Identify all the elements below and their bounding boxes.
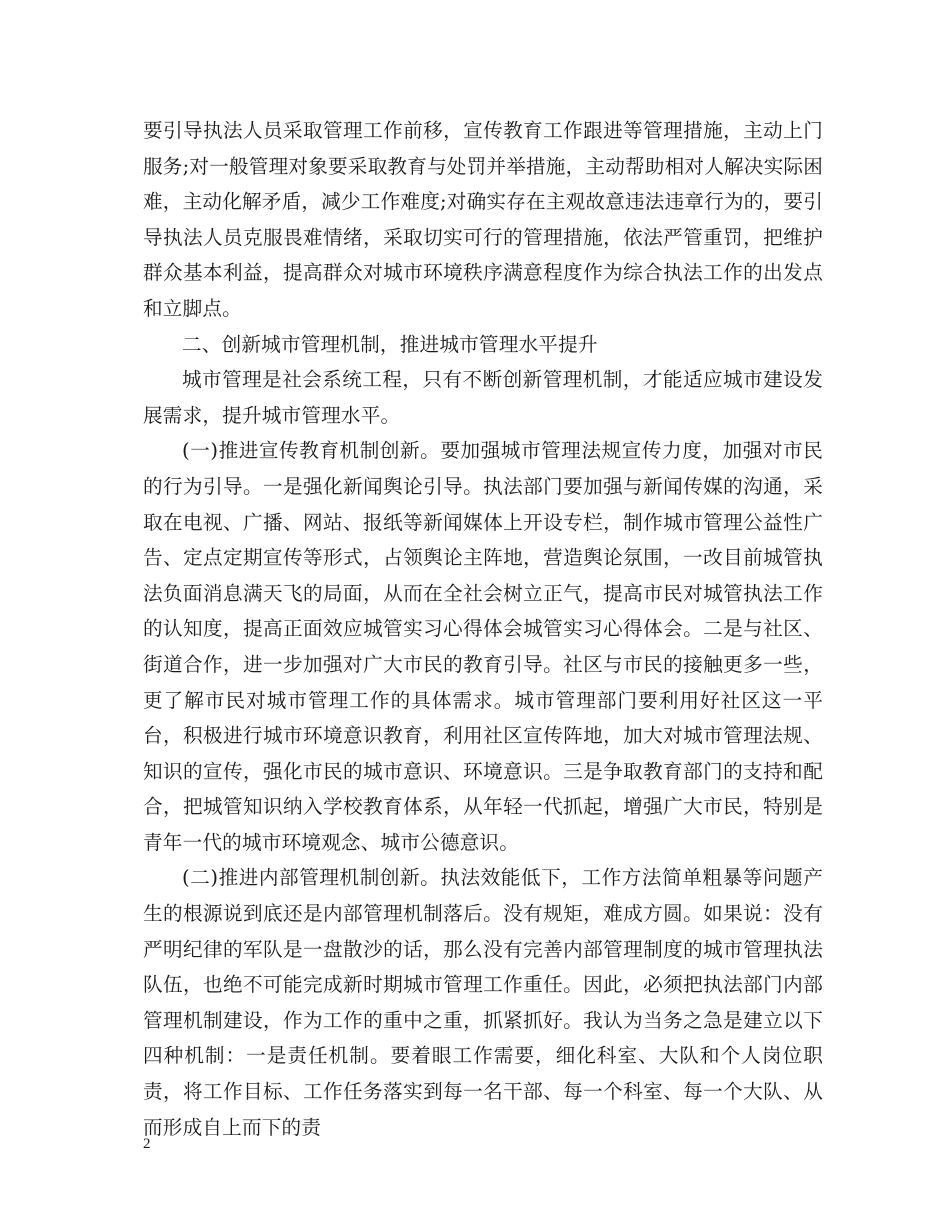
paragraph-internal-management: (二)推进内部管理机制创新。执法效能低下，工作方法简单粗暴等问题产生的根源说到底还是内部管理机制落后。没有规矩，难成方圆。如果说：没有严明纪律的军队是一盘散沙的话，那么没有完善内部管理制度的城市管理执法队伍，也绝不可能完成新时期城市管理工作重任。因此，必须把执法部门内部管理机制建设，作为工作的重中之重，抓紧抓好。我认为当务之急是建立以下四种机制：一是责任机制。要着眼工作需要，细化科室、大队和个人岗位职责，将工作目标、工作任务落实到每一名干部、每一个科室、每一个大队、从而形成自上而下的责 [143, 866, 823, 1139]
page-number: 2 [143, 1136, 151, 1152]
paragraph-publicity-education: (一)推进宣传教育机制创新。要加强城市管理法规宣传力度，加强对市民的行为引导。一是强化新闻舆论引导。执法部门要加强与新闻传媒的沟通，采取在电视、广播、网站、报纸等新闻媒体上开设专栏，制作城市管理公益性广告、定点定期宣传等形式，占领舆论主阵地，营造舆论氛围，一改目前城管执法负面消息满天飞的局面，从而在全社会树立正气，提高市民对城管执法工作的认知度，提高正面效应城管实习心得体会城管实习心得体会。二是与社区、街道合作，进一步加强对广大市民的教育引导。社区与市民的接触更多一些，更了解市民对城市管理工作的具体需求。城市管理部门要利用好社区这一平台，积极进行城市环境意识教育，利用社区宣传阵地，加大对城市管理法规、知识的宣传，强化市民的城市意识、环境意识。三是争取教育部门的支持和配合，把城管知识纳入学校教育体系，从年轻一代抓起，增强广大市民，特别是青年一代的城市环境观念、城市公德意识。 [143, 439, 823, 854]
document-body [143, 113, 823, 1145]
paragraph-intro: 城市管理是社会系统工程，只有不断创新管理机制，才能适应城市建设发展需求，提升城市管理水平。 [143, 368, 823, 427]
section-heading: 二、创新城市管理机制，推进城市管理水平提升 [182, 332, 598, 356]
paragraph-continuation: 要引导执法人员采取管理工作前移，宣传教育工作跟进等管理措施，主动上门服务;对一般管理对象要采取教育与处罚并举措施，主动帮助相对人解决实际困难，主动化解矛盾，减少工作难度;对确实存在主观故意违法违章行为的，要引导执法人员克服畏难情绪，采取切实可行的管理措施，依法严管重罚，把维护群众基本利益，提高群众对城市环境秩序满意程度作为综合执法工作的出发点和立脚点。 [143, 119, 823, 320]
